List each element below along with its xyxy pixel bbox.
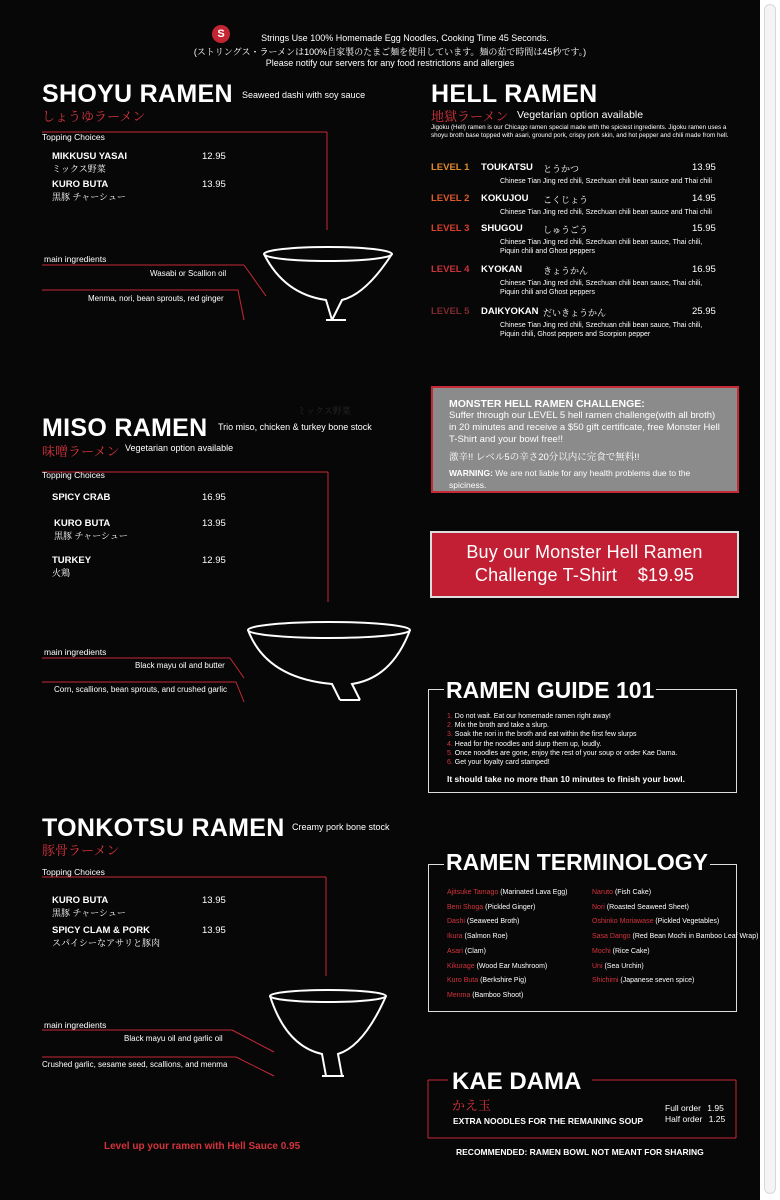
item-price: 12.95 <box>202 555 226 566</box>
item-price: 16.95 <box>202 492 226 503</box>
terminology-right-column <box>592 886 758 989</box>
item-jp: 黒豚 チャーシュー <box>54 531 128 541</box>
menu-item[interactable] <box>54 518 128 542</box>
term-entry: Shichimi (Japanese seven spice) <box>592 977 695 985</box>
hell-level-label: LEVEL 4 <box>431 264 470 275</box>
half-order-price: 1.25 <box>708 1114 726 1124</box>
term-entry: Ajitsuke Tamago (Marinated Lava Egg) <box>447 889 568 896</box>
miso-jp-title: 味噌ラーメン <box>42 444 120 459</box>
hell-level-name: SHUGOU <box>481 223 523 234</box>
guide-step: 1. Do not wait. Eat our homemade ramen right away! <box>447 713 611 720</box>
hell-level-label: LEVEL 2 <box>431 193 470 204</box>
guide-step: 2. Mix the broth and take a slurp. <box>447 722 549 730</box>
challenge-box <box>431 386 739 493</box>
hell-level-price: 13.95 <box>692 162 716 173</box>
miso-toppings-label: Topping Choices <box>42 470 105 480</box>
term-entry: Kikurage (Wood Ear Mushroom) <box>447 962 548 970</box>
item-name: KURO BUTA <box>52 895 109 906</box>
term-entry: Nori (Roasted Seaweed Sheet) <box>592 903 689 911</box>
tonkotsu-jp-title: 豚骨ラーメン <box>42 843 120 858</box>
item-name: MIKKUSU YASAI <box>52 151 127 162</box>
item-name: SPICY CRAB <box>52 492 111 503</box>
shoyu-jp-title: しょうゆラーメン <box>42 109 146 124</box>
buy-tshirt-button[interactable] <box>430 531 739 598</box>
hell-level-price: 14.95 <box>692 193 716 204</box>
menu-item[interactable] <box>52 555 91 579</box>
miso-title: MISO RAMEN <box>42 414 208 442</box>
full-order-label: Full order <box>665 1103 701 1113</box>
hell-level-name: KYOKAN <box>481 264 523 275</box>
tonkotsu-main-label: main ingredients <box>44 1020 107 1030</box>
challenge-body: Suffer through our LEVEL 5 hell ramen challenge(with all broth) in 20 minutes and receive a $50 gift certificate, free Monster Hell T-Shirt and your bowl free!! <box>449 410 720 445</box>
header-line-2: (ストリングス・ラーメンは100%自家製のたまご麺を使用しています。麺の茹で時間は45秒です。) <box>193 47 587 57</box>
hell-level-price: 16.95 <box>692 264 716 275</box>
header-line-1: Strings Use 100% Homemade Egg Noodles, Cooking Time 45 Seconds. <box>261 33 549 43</box>
menu-item[interactable] <box>52 492 110 503</box>
term-entry: Oshinko Moriawase (Pickled Vegetables) <box>592 918 720 926</box>
hell-level-name: DAIKYOKAN <box>481 306 539 317</box>
shoyu-ingredient-1: Wasabi or Scallion oil <box>150 269 227 278</box>
miso-subtitle: Trio miso, chicken & turkey bone stock <box>218 422 372 432</box>
hell-veg-note: Vegetarian option available <box>517 109 644 121</box>
miso-ingredient-2: Corn, scallions, bean sprouts, and crushed garlic <box>54 685 227 694</box>
hell-level-jp: とうかつ <box>543 164 580 174</box>
tonkotsu-bowl-icon <box>270 990 386 1076</box>
vertical-scrollbar[interactable] <box>760 0 780 1200</box>
challenge-warning: WARNING: We are not liable for any health problems due to the spiciness. <box>449 468 691 490</box>
shoyu-main-label: main ingredients <box>44 254 107 264</box>
term-entry: Ikura (Salmon Roe) <box>447 933 508 941</box>
shoyu-bowl-icon <box>264 247 392 320</box>
item-price: 13.95 <box>202 518 226 529</box>
miso-main-label: main ingredients <box>44 647 107 657</box>
shoyu-red-lines <box>42 132 327 320</box>
item-price: 13.95 <box>202 925 226 936</box>
full-order-price: 1.95 <box>707 1103 724 1113</box>
kae-dama-desc: EXTRA NOODLES FOR THE REMAINING SOUP <box>453 1116 644 1126</box>
term-entry: Menma (Bamboo Shoot) <box>447 991 524 999</box>
hell-level-label: LEVEL 1 <box>431 162 470 173</box>
shirt-line-2: Challenge T-Shirt $19.95 <box>474 565 695 585</box>
tonkotsu-ingredient-1: Black mayu oil and garlic oil <box>124 1034 223 1043</box>
hell-level-jp: きょうかん <box>543 266 589 276</box>
guide-step: 4. Head for the noodles and slurp them up, loudly. <box>447 740 602 748</box>
guide-step: 3. Soak the nori in the broth and eat within the first few slurps <box>447 731 637 739</box>
term-entry: Naruto (Fish Cake) <box>592 889 652 896</box>
item-jp: ミックス野菜 <box>52 164 106 174</box>
challenge-jp: 激辛!! レベル5の辛さ20分以内に完食で無料!! <box>449 452 640 463</box>
tonkotsu-toppings-label: Topping Choices <box>42 867 105 877</box>
tonkotsu-title: TONKOTSU RAMEN <box>42 814 285 842</box>
hell-level-desc: Chinese Tian Jing red chili, Szechuan chili bean sauce, Thai chili, Piquin chili, Ghost peppers and Scorpion pepper <box>500 322 703 338</box>
strings-logo-icon: S <box>212 25 230 43</box>
item-name: KURO BUTA <box>52 179 109 190</box>
hell-level-desc: Chinese Tian Jing red chili, Szechuan chili bean sauce, Thai chili, Piquin chili and Ghost peppers <box>500 280 703 296</box>
hell-level-label: LEVEL 3 <box>431 223 470 234</box>
term-entry: Mochi (Rice Cake) <box>592 947 650 955</box>
menu-item[interactable] <box>52 895 126 919</box>
hell-jp-title: 地獄ラーメン <box>431 109 509 124</box>
challenge-heading: MONSTER HELL RAMEN CHALLENGE: <box>449 398 645 410</box>
ramen-guide-title: RAMEN GUIDE 101 <box>446 677 655 703</box>
term-entry: Beni Shoga (Pickled Ginger) <box>447 903 536 911</box>
tonkotsu-ingredient-2: Crushed garlic, sesame seed, scallions, and menma <box>42 1060 228 1069</box>
hell-level-label: LEVEL 5 <box>431 306 470 317</box>
item-jp: 黒豚 チャーシュー <box>52 908 126 918</box>
ramen-guide-steps <box>447 712 727 767</box>
hell-level-jp: だいきょうかん <box>543 308 607 318</box>
miso-ingredient-1: Black mayu oil and butter <box>135 661 225 670</box>
term-entry: Dashi (Seaweed Broth) <box>447 918 520 926</box>
hell-level-jp: しゅうごう <box>543 225 589 235</box>
term-entry: Kuro Buta (Berkshire Pig) <box>447 977 527 985</box>
hell-level-price: 25.95 <box>692 306 716 317</box>
term-entry: Sasa Dango (Red Bean Mochi in Bamboo Leaf Wrap) <box>592 933 759 941</box>
scrollbar-thumb[interactable] <box>764 4 776 1194</box>
kae-dama-jp: かえ玉 <box>452 1098 492 1113</box>
hell-level-price: 15.95 <box>692 223 716 234</box>
terminology-left-column <box>447 886 568 1004</box>
miso-ghost-text: ミックス野菜 <box>297 406 351 416</box>
kae-dama-title: KAE DAMA <box>452 1068 582 1095</box>
shoyu-toppings-label: Topping Choices <box>42 132 105 142</box>
miso-veg-note: Vegetarian option available <box>125 443 234 453</box>
miso-bowl-icon <box>248 622 410 700</box>
item-price: 13.95 <box>202 895 226 906</box>
hell-level-name: TOUKATSU <box>481 162 533 173</box>
shoyu-title: SHOYU RAMEN <box>42 80 233 108</box>
item-price: 12.95 <box>202 151 226 162</box>
header-line-3: Please notify our servers for any food restrictions and allergies <box>265 58 515 68</box>
hell-level-desc: Chinese Tian Jing red chili, Szechuan chili bean sauce and Thai chili <box>500 178 712 185</box>
tonkotsu-subtitle: Creamy pork bone stock <box>292 822 390 832</box>
menu-item[interactable] <box>52 925 160 949</box>
item-jp: 火鶏 <box>52 568 71 578</box>
hell-sauce-note: Level up your ramen with Hell Sauce 0.95 <box>104 1141 301 1152</box>
terminology-title: RAMEN TERMINOLOGY <box>446 849 708 875</box>
half-order-label: Half order <box>665 1114 703 1124</box>
kae-dama-full-order[interactable] <box>665 1103 724 1113</box>
item-jp: 黒豚 チャーシュー <box>52 192 126 202</box>
term-entry: Uni (Sea Urchin) <box>592 962 644 970</box>
guide-step: 5. Once noodles are gone, enjoy the rest of your soup or order Kae Dama. <box>447 749 678 757</box>
item-name: SPICY CLAM & PORK <box>52 925 151 936</box>
hell-level-jp: こくじょう <box>543 195 589 205</box>
hell-title: HELL RAMEN <box>431 80 598 108</box>
guide-footer: It should take no more than 10 minutes to finish your bowl. <box>447 774 686 784</box>
item-jp: スパイシーなアサリと豚肉 <box>52 938 161 948</box>
shoyu-subtitle: Seaweed dashi with soy sauce <box>242 90 366 100</box>
hell-level-desc: Chinese Tian Jing red chili, Szechuan chili bean sauce and Thai chili <box>500 209 712 216</box>
recommended-note: RECOMMENDED: RAMEN BOWL NOT MEANT FOR SHARING <box>456 1147 704 1157</box>
guide-step: 6. Get your loyalty card stamped! <box>447 759 550 767</box>
item-price: 13.95 <box>202 179 226 190</box>
hell-level-name: KOKUJOU <box>481 193 529 204</box>
shoyu-ingredient-2: Menma, nori, bean sprouts, red ginger <box>88 294 224 303</box>
item-name: KURO BUTA <box>54 518 111 529</box>
term-entry: Asari (Clam) <box>447 947 486 955</box>
hell-level-desc: Chinese Tian Jing red chili, Szechuan chili bean sauce, Thai chili, Piquin chili and Ghost peppers <box>500 239 703 255</box>
item-name: TURKEY <box>52 555 92 566</box>
hell-description: Jigoku (Hell) ramen is our Chicago ramen special made with the spiciest ingredients. Jigoku ramen uses a shoyu broth base topped with asari, ground pork, crispy pork skin, and hot pepper and chili made from hell. <box>431 124 729 139</box>
shirt-line-1: Buy our Monster Hell Ramen <box>466 542 703 562</box>
kae-dama-half-order[interactable] <box>665 1114 725 1124</box>
